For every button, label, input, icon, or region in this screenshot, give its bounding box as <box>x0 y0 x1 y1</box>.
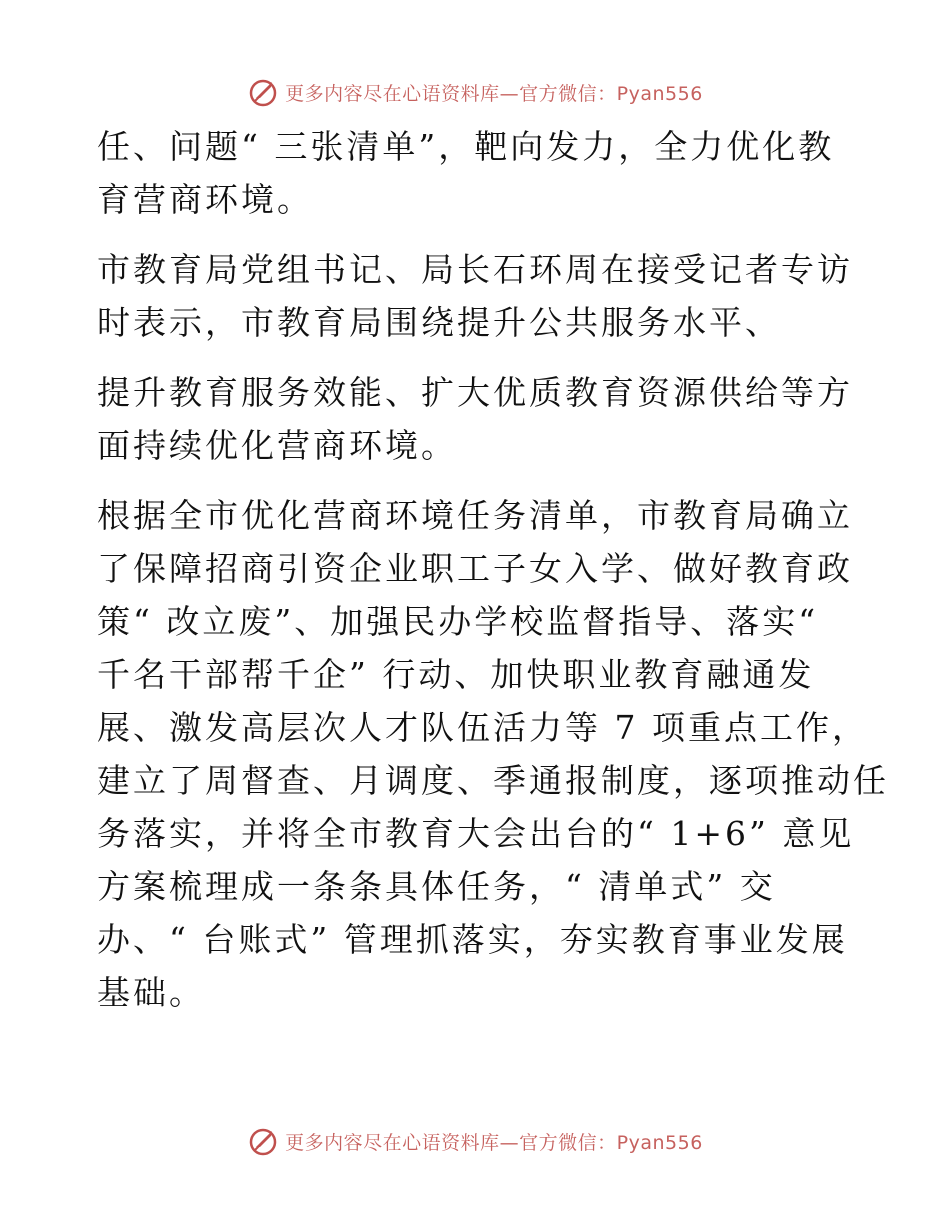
text-line: 任、问题“ 三张清单”，靶向发力，全力优化教 <box>97 127 835 166</box>
text-line: 育营商环境。 <box>97 180 313 219</box>
text-line: 建立了周督查、月调度、季通报制度，逐项推动任 <box>97 761 889 800</box>
text-line: 时表示，市教育局围绕提升公共服务水平、 <box>97 303 781 342</box>
paragraph-3 <box>97 366 857 472</box>
quill-logo-icon <box>247 76 279 108</box>
text-line: 办、“ 台账式” 管理抓落实，夯实教育事业发展 <box>97 920 848 959</box>
text-line: 市教育局党组书记、局长石环周在接受记者专访 <box>97 250 853 289</box>
text-line: 方案梳理成一条条具体任务，“ 清单式” 交 <box>97 867 776 906</box>
text-line: 提升教育服务效能、扩大优质教育资源供给等方 <box>97 373 853 412</box>
text-line: 根据全市优化营商环境任务清单，市教育局确立 <box>97 496 853 535</box>
paragraph-2 <box>97 243 857 349</box>
text-line: 策“ 改立废”、加强民办学校监督指导、落实“ <box>97 602 819 641</box>
document-body <box>97 120 889 1036</box>
text-line: 面持续优化营商环境。 <box>97 426 457 465</box>
quill-logo-icon <box>247 1125 279 1157</box>
text-line: 展、激发高层次人才队伍活力等 7 项重点工作， <box>97 708 868 747</box>
header-watermark <box>0 72 950 112</box>
watermark-text: 更多内容尽在心语资料库—官方微信：Pyan556 <box>285 82 703 105</box>
text-line: 千名干部帮千企” 行动、加快职业教育融通发 <box>97 655 815 694</box>
paragraph-4 <box>97 489 889 1019</box>
watermark-text: 更多内容尽在心语资料库—官方微信：Pyan556 <box>285 1131 703 1154</box>
text-line: 务落实，并将全市教育大会出台的“ 1+6” 意见 <box>97 814 855 853</box>
paragraph-1 <box>97 120 857 226</box>
text-line: 基础。 <box>97 973 205 1012</box>
footer-watermark <box>0 1121 950 1161</box>
text-line: 了保障招商引资企业职工子女入学、做好教育政 <box>97 549 853 588</box>
